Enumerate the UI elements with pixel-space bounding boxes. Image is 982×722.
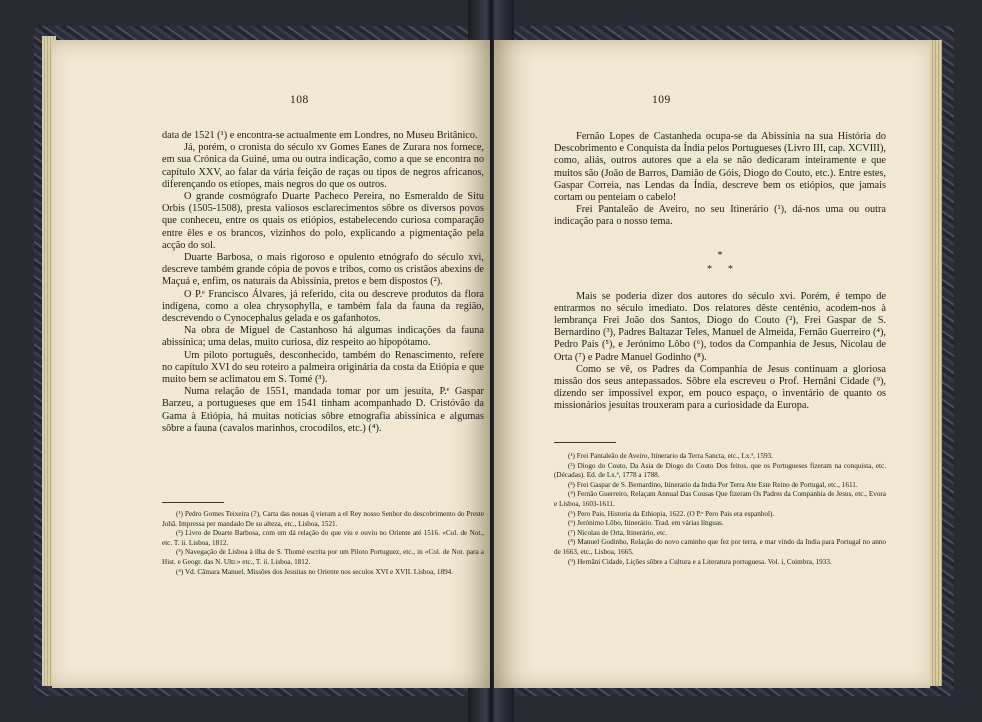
body-text bbox=[162, 130, 484, 435]
paragraph: O grande cosmógrafo Duarte Pacheco Pereira, no Esmeraldo de Situ Orbis (1505-1508), presta valiosos esclarecimentos sôbre os diversos povos que conheceu, entre os quais os etiópios, estabelecendo curiosa comparação entre êles e os brancos, vizinhos do polo, explicando a pigmentação pela acção do sol. bbox=[162, 191, 484, 251]
footnote-rule bbox=[162, 502, 224, 503]
page-number: 109 bbox=[652, 94, 671, 106]
footnote: (⁷) Nicolau de Orta, Itinerário, etc. bbox=[568, 528, 668, 537]
paragraph: Mais se poderia dizer dos autores do século xvi. Porém, é tempo de entrarmos no século imediato. Dos relatores dêste centénio, acodem-nos à lembrança Frei João dos Santos, Diogo do Couto (²), Frei Gaspar de S. Bernardino (³), Padres Baltazar Teles, Manuel de Almeida, Fernão Guerreiro (⁴), Pedro Pais (⁵), e Jerónimo Lôbo (⁶), todos da Companhia de Jesus, Nicolau de Orta (⁷) e Padre Manuel Godinho (⁸). bbox=[554, 290, 886, 363]
paragraph: Numa relação de 1551, mandada tomar por um jesuíta, P.ᵉ Gaspar Barzeu, a portugueses que em 1541 tinham acompanhado D. Cristóvão da Gama à Etiópia, há muitas notícias sôbre etnografia abissínica e algumas sôbre a fauna (cavalos marinhos, crocodilos, etc.) (⁴). bbox=[162, 386, 484, 434]
footnote: (⁹) Hernâni Cidade, Lições sôbre a Cultura e a Literatura portuguesa. Vol. i, Coimbra, 1933. bbox=[568, 557, 832, 566]
ornament-star: * bbox=[728, 263, 733, 275]
paragraph: Como se vê, os Padres da Companhia de Jesus continuam a gloriosa missão dos seus antepassados. Sôbre ela escreveu o Prof. Hernâni Cidade (⁹), dizendo ser impossível expor, em pouco espaço, o inventário de quanto os missionários jesuítas trouxeram para a curiosidade da Europa. bbox=[554, 363, 886, 412]
body-text bbox=[554, 131, 886, 413]
page-number: 108 bbox=[290, 94, 309, 106]
footnote: (³) Navegação de Lisboa à ilha de S. Thomé escrita por um Piloto Portuguez, etc., in «Col. de Not. para a Hist. e Geogr. das N. Ultr.» etc., T. ii. Lisboa, 1812. bbox=[162, 548, 484, 566]
paragraph: Na obra de Miguel de Castanhoso há algumas indicações da fauna abissínica; uma delas, muito curiosa, diz respeito ao hipopótamo. bbox=[162, 325, 484, 349]
footnote: (¹) Frei Pantaleão de Aveiro, Itinerario da Terra Sancta, etc., Lx.ª, 1593. bbox=[568, 452, 773, 460]
ornament-star: * bbox=[707, 263, 712, 275]
paragraph: data de 1521 (¹) e encontra-se actualmente em Londres, no Museu Britânico. bbox=[162, 130, 478, 141]
paragraph: Fernão Lopes de Castanheda ocupa-se da Abissínia na sua História do Descobrimento e Conquista da Índia pelos Portugueses (Livro III, cap. XCVIII), como, aliás, outros autores que a ela se não dedicaram inteiramente e que muitos são (João de Barros, Damião de Góis, Diogo do Couto, etc.). Entre estes, Gaspar Correia, nas Lendas da Índia, descreve bem os etiópios, que jamais cortam ou penteiam o cabelo! bbox=[554, 131, 886, 204]
footnote: (¹) Pedro Gomes Teixeira (?), Carta das nouas q̃ vieram a el Rey nosso Senhor do descobrimento do Preste Johã. Impressa per mandado De su alteza, etc., Lisboa, 1521. bbox=[162, 510, 484, 528]
footnotes bbox=[554, 452, 886, 567]
ornament-star: * bbox=[717, 249, 723, 261]
section-ornament bbox=[554, 249, 886, 277]
footnote: (²) Diogo do Couto, Da Asia de Diogo do Couto Dos feitos, que os Portugueses fizeram na conquista, etc. (Décadas). Ed. de Lx.ª, 1778 a 1788. bbox=[554, 461, 886, 480]
footnote: (⁴) Vd. Câmara Manuel, Missões dos Jesuitas no Oriente nos seculos XVI e XVII. Lisboa, 1894. bbox=[176, 567, 454, 576]
footnote: (²) Livro de Duarte Barbosa, com um dá relação do que viu e ouviu no Oriente até 1516. «Col. de Not., etc. T. ii. Lisboa, 1812. bbox=[162, 529, 484, 547]
paragraph: O P.ᵉ Francisco Álvares, já referido, cita ou descreve produtos da flora indígena, como a olea chrysophylla, e também fala da fauna da região, descrevendo o Cynocephalus gelada e os gafanhotos. bbox=[162, 288, 484, 325]
footnote: (⁵) Pero Pais, Historia da Ethiopia, 1622. (O P.ᵉ Pero Pais era espanhol). bbox=[568, 509, 775, 518]
footnote: (⁴) Fernão Guerreiro, Relaçam Annual Das Cousas Que fizeram Os Padres da Companhia de Jesus, etc., Evora e Lisboa, 1603-1611. bbox=[554, 490, 886, 508]
right-page bbox=[494, 40, 930, 688]
left-page bbox=[52, 40, 490, 688]
footnote: (⁸) Manuel Godinho, Relação do novo caminho que fez por terra, e mar vindo da India para Portugal no anno de 1663, etc., Lisboa, 1665. bbox=[554, 538, 886, 556]
paragraph: Frei Pantaleão de Aveiro, no seu Itinerário (¹), dá-nos uma ou outra indicação para o nosso tema. bbox=[554, 204, 886, 228]
footnote: (⁶) Jerónimo Lôbo, Itinerário. Trad. em várias línguas. bbox=[568, 519, 724, 528]
paragraph: Já, porém, o cronista do século xv Gomes Eanes de Zurara nos fornece, em sua Crónica da Guiné, uma ou outra indicação, como a que se encontra no capítulo XXV, ao falar da vária feição de raças ou tipos de negros africanos, diferençando os etíopes, mais negros do que os outros. bbox=[162, 142, 484, 190]
paragraph: Um piloto português, desconhecido, também do Renascimento, refere no capítulo XVI do seu roteiro a palmeira originária da costa da Etiópia e que muito bem se aclimatou em S. Tomé (³). bbox=[162, 349, 484, 386]
footnotes bbox=[162, 510, 484, 577]
footnote-rule bbox=[554, 442, 616, 443]
footnote: (³) Frei Gaspar de S. Bernardino, Itinerario da India Por Terra Ate Este Reino de Portugal, etc., 1611. bbox=[568, 480, 858, 489]
paragraph: Duarte Barbosa, o mais rigoroso e opulento etnógrafo do século xvi, descreve também grande cópia de povos e tribos, como os cristãos abexins de Maçuá e, enfim, os naturais da Abissínia, pretos e bem dispostos (²). bbox=[162, 252, 484, 288]
